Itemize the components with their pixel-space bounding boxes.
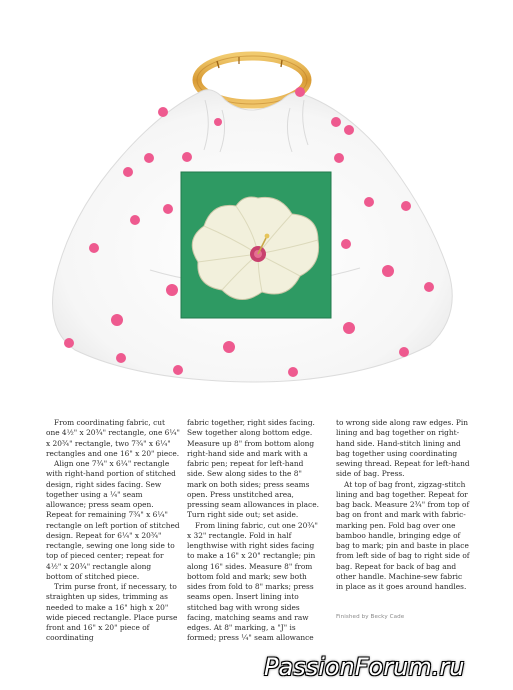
paragraph: Trim purse front, if necessary, to straighten up sides, trimming as needed to make a 16" high x 20" wide pieced rectangle. Place purse front and 16" x 20" piece of coordinating: [46, 582, 178, 643]
paragraph: fabric together, right sides facing. Sew together along bottom edge. Measure up 8" from bottom along right-hand side and mark with a fabric pen; repeat for left-hand side. Sew along sides to the 8" mark on both sides; press seams open. Press unstitched area, pressing seam allowances in place. Turn right side out; set aside.: [187, 418, 319, 520]
text-column-2: [187, 418, 321, 644]
instructions-text: [46, 418, 486, 658]
text-column-1: [46, 418, 180, 644]
finisher-credit: Finished by Becky Cade: [336, 614, 405, 620]
paragraph: to wrong side along raw edges. Pin lining and bag together on right-hand side. Hand-stitch lining and bag together using coordinating sewing thread. Repeat for left-hand side of bag. Press.: [336, 418, 470, 479]
paragraph: Align one 7¾" x 6¼" rectangle with right-hand portion of stitched design, right sides facing. Sew together using a ¼" seam allowance; press seam open. Repeat for remaining 7¾" x 6¼" rectangle on left portion of stitched design. Repeat for 6¼" x 20¾" rectangle, sewing one long side to top of pieced center; repeat for 4½" x 20¾" rectangle along bottom of stitched piece.: [46, 459, 180, 581]
text-column-3: [336, 418, 470, 592]
paragraph: From lining fabric, cut one 20¾" x 32" rectangle. Fold in half lengthwise with right sides facing to make a 16" x 20" rectangle; pin along 16" sides. Measure 8" from bottom fold and mark; sew both sides from fold to 8" marks; press seams open. Insert lining into stitched bag with wrong sides facing, matching seams and raw edges. At 8" marking, a "J" is formed; press ¼" seam allowance: [187, 520, 318, 643]
paragraph: At top of bag front, zigzag-stitch lining and bag together. Repeat for bag back. Measure 2¾" from top of bag on front and mark with fabric-marking pen. Fold bag over one bamboo handle, bringing edge of bag to mark; pin and baste in place from left side of bag to right side of bag. Repeat for back of bag and other handle. Machine-sew fabric in place as it goes around handles.: [336, 479, 470, 591]
watermark-logo: PassionForum.ru: [264, 653, 465, 681]
paragraph: From coordinating fabric, cut one 4½" x 20¾" rectangle, one 6¼" x 20¾" rectangle, two 7¾" x 6¼" rectangles and one 16" x 20" piece.: [46, 418, 180, 458]
